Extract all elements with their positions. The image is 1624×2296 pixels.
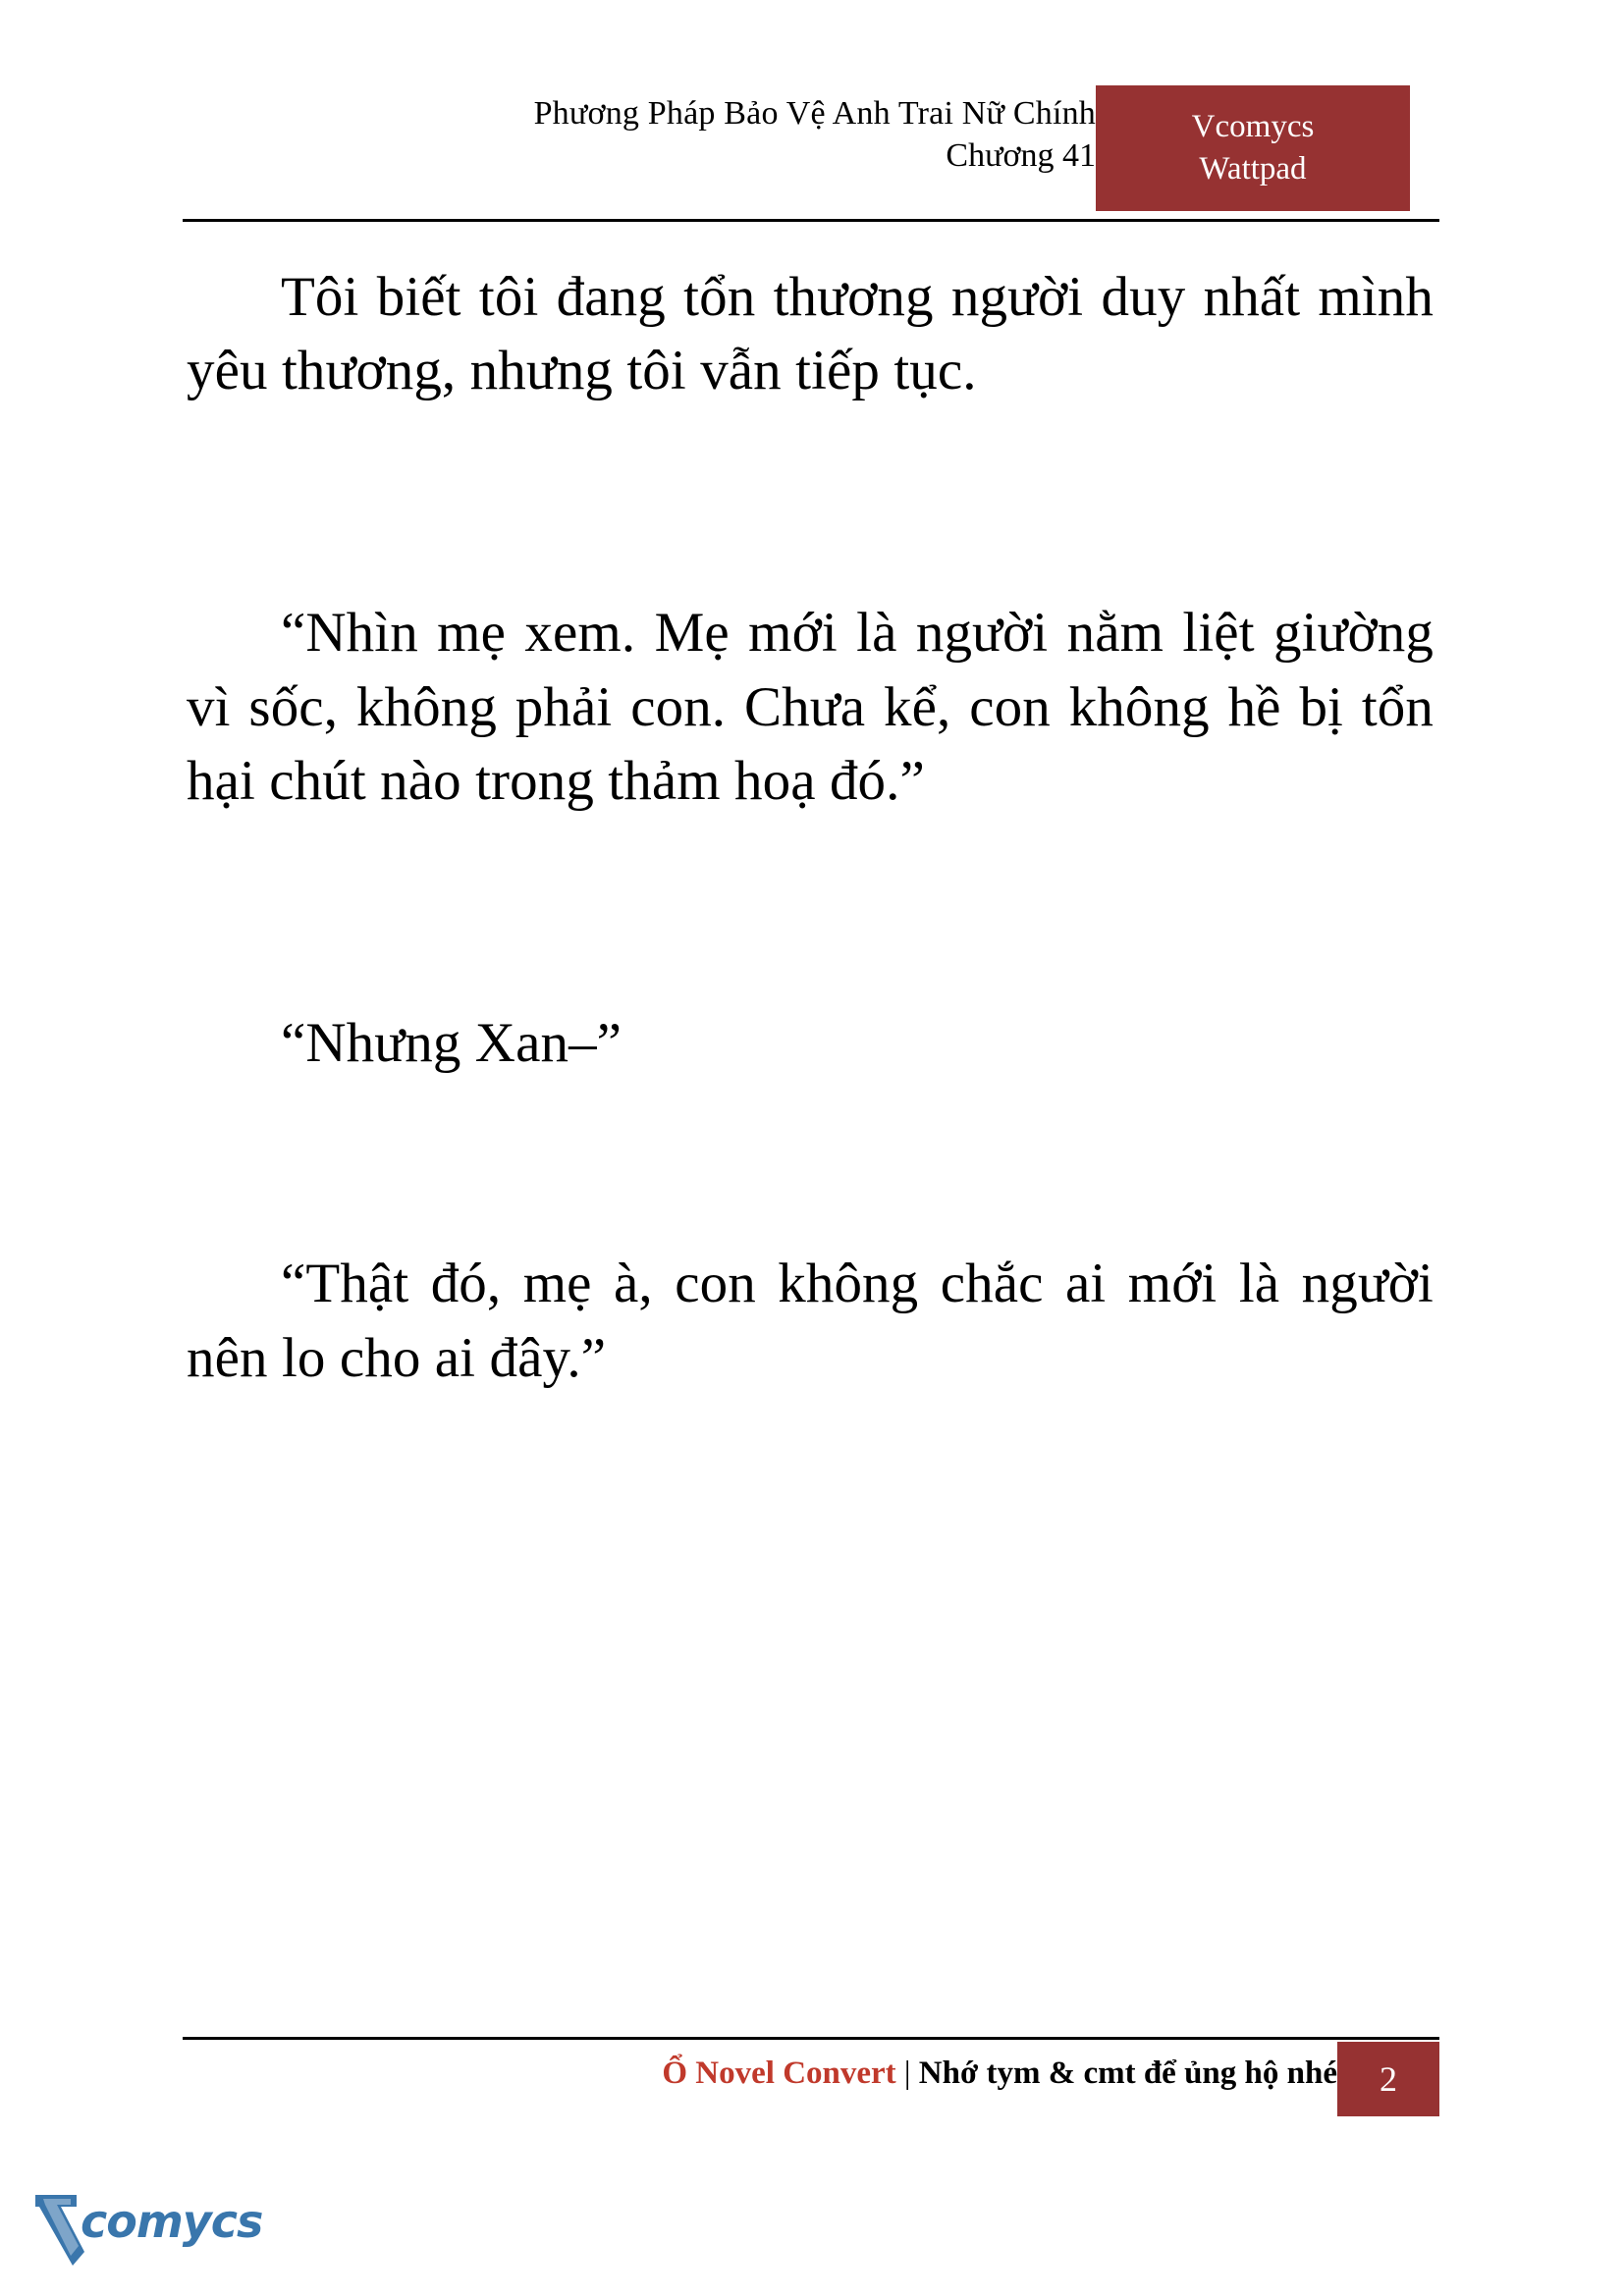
paragraph: Tôi biết tôi đang tổn thương người duy nhất mình yêu thương, nhưng tôi vẫn tiếp tục. [187,266,1434,402]
footer-brand: Ổ Novel Convert [662,2056,896,2091]
page-number: 2 [1337,2042,1439,2116]
footer-divider [183,2037,1439,2040]
page-header [183,93,1439,221]
paragraph: “Thật đó, mẹ à, con không chắc ai mới là người nên lo cho ai đây.” [187,1253,1434,1389]
footer-separator: | [903,2056,911,2091]
paragraph-spacer [187,890,1434,1006]
book-title: Phương Pháp Bảo Vệ Anh Trai Nữ Chính [533,95,1096,132]
vcomycs-watermark [29,2181,263,2275]
watermark-text: comycs [81,2195,263,2248]
header-title-block [534,93,1096,177]
header-divider [183,219,1439,222]
page-footer [183,2048,1439,2116]
source-badge-line2: Wattpad [1199,151,1307,187]
chapter-label: Chương 41 [946,136,1096,174]
source-badge [1096,85,1410,211]
paragraph-spacer [187,1152,1434,1247]
paragraph: “Nhìn mẹ xem. Mẹ mới là người nằm liệt giường vì sốc, không phải con. Chưa kể, con không hề bị tổn hại chút nào trong thảm hoạ đó.” [187,602,1434,812]
footer-text [662,2056,1337,2092]
source-badge-line1: Vcomycs [1191,109,1315,145]
footer-note: Nhớ tym & cmt để ủng hộ nhé [918,2056,1337,2091]
paragraph-spacer [187,480,1434,596]
paragraph: “Nhưng Xan–” [281,1012,623,1075]
page-content [187,260,1434,1468]
